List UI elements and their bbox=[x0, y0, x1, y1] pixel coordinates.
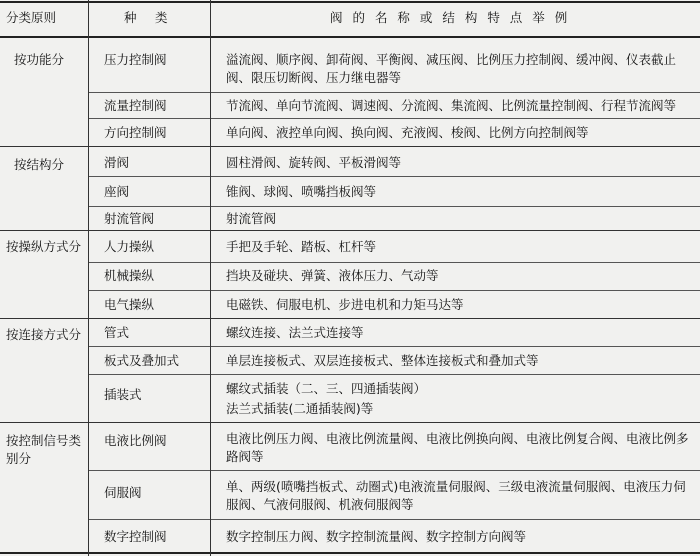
example-cell: 手把及手轮、踏板、杠杆等 bbox=[226, 239, 377, 254]
example-cell: 单、两级(喷嘴挡板式、动圈式)电液流量伺服阀、三级电液流量伺服阀、电液压力伺服阀、气液伺服阀、机液伺服阀等 bbox=[226, 479, 686, 512]
example-cell: 电磁铁、伺服电机、步进电机和力矩马达等 bbox=[226, 297, 464, 312]
kind-cell: 座阀 bbox=[104, 184, 130, 199]
row-divider bbox=[88, 92, 700, 93]
row-divider bbox=[88, 206, 700, 207]
kind-cell: 插装式 bbox=[104, 387, 142, 402]
example-cell: 螺纹连接、法兰式连接等 bbox=[226, 325, 364, 340]
kind-cell: 数字控制阀 bbox=[104, 529, 167, 544]
column-divider bbox=[88, 0, 89, 556]
group-divider bbox=[0, 146, 700, 147]
row-divider bbox=[88, 470, 700, 471]
group-principle: 按控制信号类别分 bbox=[6, 433, 82, 466]
kind-cell: 射流管阀 bbox=[104, 211, 155, 226]
kind-cell: 管式 bbox=[104, 325, 130, 340]
column-divider bbox=[210, 0, 211, 556]
example-cell: 溢流阀、顺序阀、卸荷阀、平衡阀、减压阀、比例压力控制阀、缓冲阀、仪表截止阀、限压切断阀、压力继电器等 bbox=[226, 52, 677, 85]
group-divider bbox=[0, 422, 700, 423]
group-principle: 按结构分 bbox=[14, 157, 65, 172]
example-cell: 单层连接板式、双层连接板式、整体连接板式和叠加式等 bbox=[226, 353, 539, 368]
example-cell: 电液比例压力阀、电液比例流量阀、电液比例换向阀、电液比例复合阀、电液比例多路阀等 bbox=[226, 431, 689, 464]
row-divider bbox=[88, 346, 700, 347]
group-principle: 按操纵方式分 bbox=[6, 239, 82, 254]
kind-cell: 伺服阀 bbox=[104, 485, 142, 500]
kind-cell: 滑阀 bbox=[104, 155, 130, 170]
group-principle: 按功能分 bbox=[14, 52, 65, 67]
row-divider bbox=[88, 519, 700, 520]
example-cell: 挡块及碰块、弹簧、液体压力、气动等 bbox=[226, 268, 439, 283]
group-divider bbox=[0, 318, 700, 319]
header-kind: 种 类 bbox=[124, 10, 171, 25]
kind-cell: 压力控制阀 bbox=[104, 52, 167, 67]
group-divider bbox=[0, 230, 700, 231]
kind-cell: 人力操纵 bbox=[104, 239, 155, 254]
row-divider bbox=[88, 262, 700, 263]
row-divider bbox=[88, 118, 700, 119]
example-cell: 射流管阀 bbox=[226, 211, 277, 226]
row-divider bbox=[88, 176, 700, 177]
kind-cell: 电液比例阀 bbox=[104, 433, 167, 448]
row-divider bbox=[88, 374, 700, 375]
row-divider bbox=[88, 290, 700, 291]
header-rule bbox=[0, 36, 700, 38]
example-cell: 数字控制压力阀、数字控制流量阀、数字控制方向阀等 bbox=[226, 529, 527, 544]
header-examples: 阀 的 名 称 或 结 构 特 点 举 例 bbox=[330, 10, 571, 25]
example-cell: 螺纹式插装（二、三、四通插装阀） bbox=[226, 381, 427, 396]
example-cell: 锥阀、球阀、喷嘴挡板阀等 bbox=[226, 184, 377, 199]
table-top-rule bbox=[0, 1, 700, 3]
kind-cell: 机械操纵 bbox=[104, 268, 155, 283]
example-cell: 圆柱滑阀、旋转阀、平板滑阀等 bbox=[226, 155, 402, 170]
kind-cell: 方向控制阀 bbox=[104, 125, 167, 140]
example-cell: 节流阀、单向节流阀、调速阀、分流阀、集流阀、比例流量控制阀、行程节流阀等 bbox=[226, 98, 677, 113]
group-principle: 按连接方式分 bbox=[6, 327, 82, 342]
example-cell-line2: 法兰式插装(二通插装阀)等 bbox=[226, 401, 374, 416]
table-bottom-rule bbox=[0, 552, 700, 554]
kind-cell: 电气操纵 bbox=[104, 297, 155, 312]
example-cell: 单向阀、液控单向阀、换向阀、充液阀、梭阀、比例方向控制阀等 bbox=[226, 125, 589, 140]
kind-cell: 流量控制阀 bbox=[104, 98, 167, 113]
header-classification-principle: 分类原则 bbox=[6, 10, 57, 25]
kind-cell: 板式及叠加式 bbox=[104, 353, 180, 368]
